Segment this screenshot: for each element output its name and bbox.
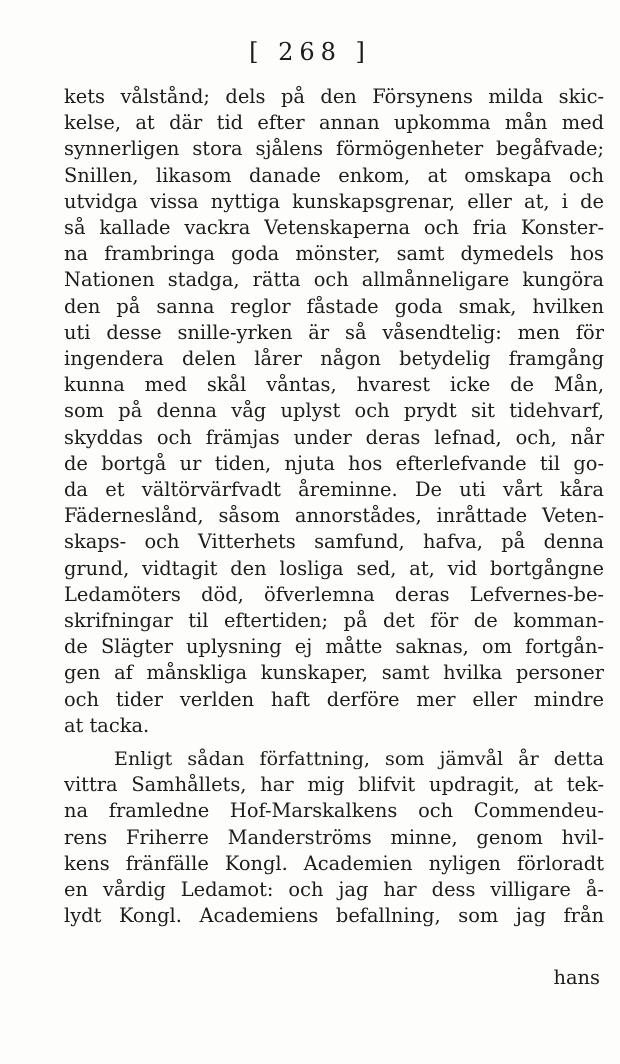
text-line: kelse, at där tid efter annan upkomma mån med	[64, 111, 604, 135]
text-line: lydt Kongl. Academiens befallning, som jag från	[64, 904, 604, 928]
text-line: synnerligen stora sjålens förmögenheter begåfvade;	[64, 137, 604, 161]
text-line: de bortgå ur tiden, njuta hos efterlefvande til go-	[64, 451, 604, 475]
text-line: da et vältörvärfvadt åreminne. De uti vårt kåra	[64, 478, 604, 502]
text-line: utvidga vissa nyttiga kunskapsgrenar, eller at, i de	[64, 189, 604, 213]
text-line: den på sanna reglor fåstade goda smak, hvilken	[64, 294, 604, 318]
text-line: Enligt sådan författning, som jämvål år detta	[114, 747, 604, 770]
text-line: Fäderneslånd, såsom annorstådes, inråttade Veten-	[64, 504, 604, 528]
paragraph-2	[64, 746, 604, 929]
text-line: Snillen, likasom danade enkom, at omskapa och	[64, 163, 604, 187]
text-line: kets vålstånd; dels på den Försynens milda skic-	[64, 85, 604, 108]
text-line: at tacka.	[64, 713, 150, 737]
text-line: en vårdig Ledamot: och jag har dess villigare å-	[64, 878, 604, 902]
text-line: vittra Samhållets, har mig blifvit updragit, at tek-	[64, 773, 604, 797]
text-line: uti desse snille-yrken är så våsendtelig: men för	[64, 320, 604, 344]
text-line: grund, vidtagit den losliga sed, at, vid bortgångne	[64, 556, 604, 580]
text-line: na framledne Hof-Marskalkens och Commendeu-	[64, 799, 604, 823]
paragraph-1	[64, 84, 604, 739]
text-line: kens fränfälle Kongl. Academien nyligen förloradt	[64, 851, 604, 875]
text-line: skrifningar til eftertiden; på det för de komman-	[64, 609, 604, 633]
text-line: rens Friherre Manderströms minne, genom hvil-	[64, 825, 604, 849]
text-line: Ledamöters död, öfverlemna deras Lefvernes-be-	[64, 582, 604, 606]
text-line: som på denna våg uplyst och prydt sit tidehvarf,	[64, 399, 604, 423]
text-line: Nationen stadga, rätta och allmånneligare kungöra	[64, 268, 604, 292]
text-line: skaps- och Vitterhets samfund, hafva, på denna	[64, 530, 604, 554]
page-number-header: [ 268 ]	[249, 38, 371, 66]
text-line: och tider verlden haft derföre mer eller mindre	[64, 687, 604, 711]
text-line: så kallade vackra Vetenskaperna och fria Konster-	[64, 216, 604, 240]
text-line: gen af månskliga kunskaper, samt hvilka personer	[64, 661, 604, 685]
text-line: de Slägter uplysning ej måtte saknas, om fortgån-	[64, 635, 604, 659]
text-line: ingendera delen lårer någon betydelig framgång	[64, 347, 604, 371]
catchword: hans	[553, 966, 600, 989]
text-line: kunna med skål våntas, hvarest icke de Mån,	[64, 373, 604, 397]
text-line: na frambringa goda mönster, samt dymedels hos	[64, 242, 604, 266]
text-line: skyddas och främjas under deras lefnad, och, når	[64, 425, 604, 449]
